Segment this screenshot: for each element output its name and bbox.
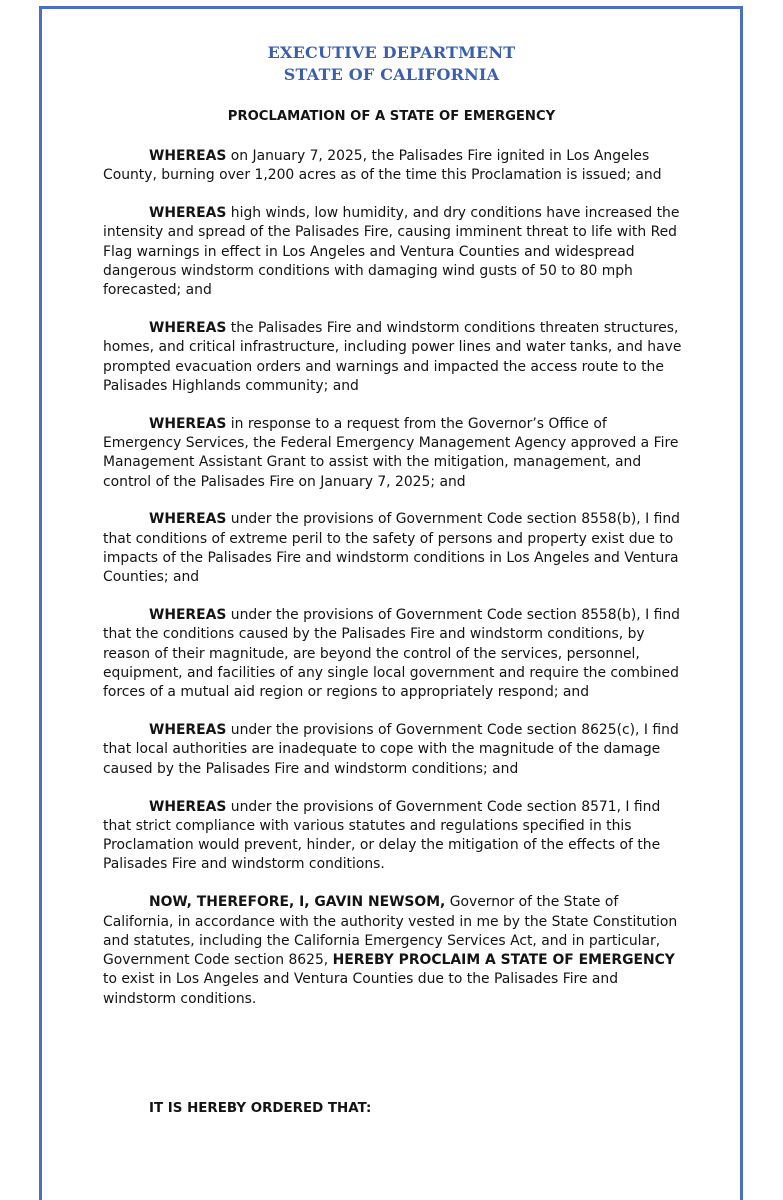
paragraph-text: under the provisions of Government Code section 8558(b), I find that the conditions caused by the Palisades Fire and windstorm conditions, by reason of their magnitude, are beyond the control of the services, personnel, equipment, and facilities of any single local government and require the combined forces of a mutual aid region or regions to appropriately respond; and xyxy=(103,607,680,701)
whereas-lead: WHEREAS xyxy=(149,722,227,739)
now-therefore-lead: NOW, THEREFORE, I, GAVIN NEWSOM, xyxy=(149,894,446,911)
whereas-paragraph-1 xyxy=(103,147,683,186)
paragraph-text: to exist in Los Angeles and Ventura Counties due to the Palisades Fire and windstorm conditions. xyxy=(103,971,619,1007)
whereas-lead: WHEREAS xyxy=(149,798,227,815)
paragraph-text: the Palisades Fire and windstorm conditions threaten structures, homes, and critical infrastructure, including power lines and water tanks, and have prompted evacuation orders and warnings and impacted the access route to the Palisades Highlands community; and xyxy=(103,320,682,394)
whereas-lead: WHEREAS xyxy=(149,511,227,528)
paragraph-text: Governor of the State of California, in accordance with the authority vested in me by the State Constitution and statutes, including the California Emergency Services Act, and in particular, Government Code section 8625, xyxy=(103,894,678,969)
whereas-lead: WHEREAS xyxy=(149,148,227,164)
ordered-heading: IT IS HEREBY ORDERED THAT: xyxy=(149,1101,372,1116)
header-line-1: EXECUTIVE DEPARTMENT xyxy=(267,43,516,62)
whereas-paragraph-3 xyxy=(103,319,683,396)
whereas-paragraph-7 xyxy=(103,721,683,779)
proclaim-emphasis: HEREBY PROCLAIM A STATE OF EMERGENCY xyxy=(332,952,675,969)
whereas-paragraph-4 xyxy=(103,415,683,492)
paragraph-text: under the provisions of Government Code section 8625(c), I find that local authorities are inadequate to cope with the magnitude of the damage caused by the Palisades Fire and windstorm conditions; and xyxy=(103,722,679,777)
proclamation-paragraph xyxy=(103,893,683,1009)
whereas-paragraph-5 xyxy=(103,510,683,587)
whereas-lead: WHEREAS xyxy=(149,607,227,624)
whereas-lead: WHEREAS xyxy=(149,205,227,222)
whereas-paragraph-6 xyxy=(103,606,683,702)
paragraph-text: under the provisions of Government Code section 8571, I find that strict compliance with various statutes and regulations specified in this Proclamation would prevent, hinder, or delay the mitigation of the effects of the Palisades Fire and windstorm conditions. xyxy=(103,798,661,873)
proclamation-title: PROCLAMATION OF A STATE OF EMERGENCY xyxy=(227,109,556,124)
proclamation-body xyxy=(103,147,683,1027)
paragraph-text: in response to a request from the Governor’s Office of Emergency Services, the Federal Emergency Management Agency approved a Fire Management Assistant Grant to assist with the mitigation, management, and control of the Palisades Fire on January 7, 2025; and xyxy=(103,415,679,490)
whereas-paragraph-2 xyxy=(103,204,683,300)
paragraph-text: on January 7, 2025, the Palisades Fire ignited in Los Angeles County, burning over 1,200 acres as of the time this Proclamation is issued; and xyxy=(103,148,662,184)
whereas-lead: WHEREAS xyxy=(149,415,227,432)
header-line-2: STATE OF CALIFORNIA xyxy=(283,65,500,84)
paragraph-text: high winds, low humidity, and dry conditions have increased the intensity and spread of the Palisades Fire, causing imminent threat to life with Red Flag warnings in effect in Los Angeles and Ventura Counties and widespread dangerous windstorm conditions with damaging wind gusts of 50 to 80 mph forecasted; and xyxy=(103,205,680,299)
department-header xyxy=(0,42,783,86)
whereas-lead: WHEREAS xyxy=(149,320,227,337)
whereas-paragraph-8 xyxy=(103,798,683,875)
paragraph-text: under the provisions of Government Code section 8558(b), I find that conditions of extreme peril to the safety of persons and property exist due to impacts of the Palisades Fire and windstorm conditions in Los Angeles and Ventura Counties; and xyxy=(103,511,680,586)
